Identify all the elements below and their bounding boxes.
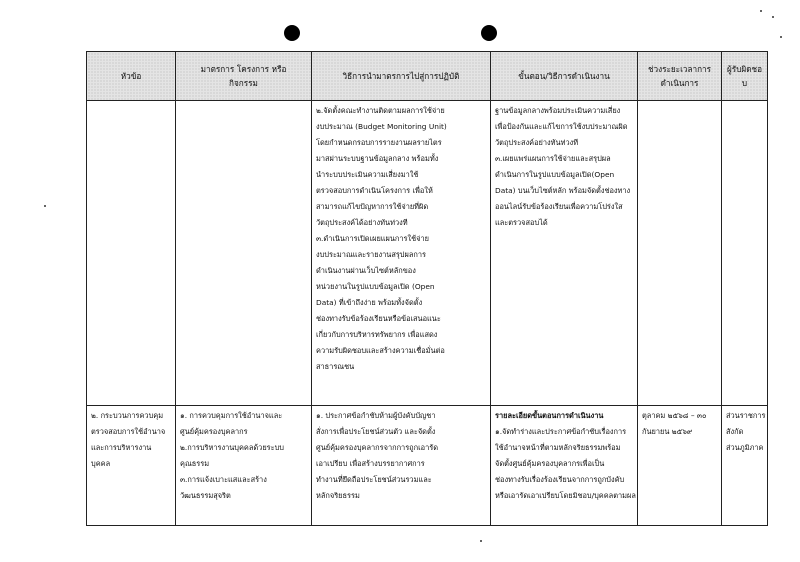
text-line: และตรวจสอบได้ [495, 218, 548, 227]
text-line: หลักจริยธรรม [316, 491, 360, 500]
text-line: ๑.จัดทำร่างและประกาศข้อกำชับเรื่องการ [495, 427, 627, 436]
text-line: งบประมาณและรายงานสรุปผลการ [316, 250, 426, 259]
text-line: มาสผ่านระบบฐานข้อมูลกลาง พร้อมทั้ง [316, 154, 439, 163]
text-line: สาธารณชน [316, 362, 355, 371]
text-line: งบประมาณ (Budget Monitoring Unit) [316, 122, 447, 131]
row2-period-cell [638, 406, 722, 526]
text-line: ดำเนินการในรูปแบบข้อมูลเปิด(Open [495, 170, 615, 179]
row1-method-cell [312, 101, 491, 406]
text-line: เพื่อป้องกันและแก้ไขการใช้งบประมาณผิด [495, 122, 628, 131]
row2-measures-cell [176, 406, 312, 526]
text-line: หน่วยงานในรูปแบบข้อมูลเปิด (Open [316, 282, 435, 291]
table-row [87, 406, 768, 526]
row1-steps-cell [491, 101, 638, 406]
table-row [87, 101, 768, 406]
text-line: ๒.จัดตั้งคณะทำงานติดตามผลการใช้จ่าย [316, 106, 445, 115]
text-line: Data) บนเว็บไซต์หลัก พร้อมจัดตั้งช่องทาง [495, 186, 631, 195]
text-line: สามารถแก้ไขปัญหาการใช้จ่ายที่ผิด [316, 202, 429, 211]
scan-speck [480, 540, 482, 542]
row2-method-cell [312, 406, 491, 526]
header-period: ช่วงระยะเวลาการ ดำเนินการ [638, 52, 722, 101]
text-line: ช่องทางรับเรื่องร้องเรียนจากการถูกบังคับ [495, 475, 625, 484]
text-line: หรือเอารัดเอาเปรียบโดยมิชอบ/บุคคลตามผล [495, 491, 636, 500]
header-responsible: ผู้รับผิดชอบ [722, 52, 768, 101]
punch-hole-left [284, 25, 300, 41]
text-line: ๒. กระบวนการควบคุม [91, 411, 164, 420]
row1-responsible-cell [722, 101, 768, 406]
scan-speck [780, 36, 782, 38]
scan-speck [44, 205, 46, 207]
header-measures: มาตรการ โครงการ หรือ กิจกรรม [176, 52, 312, 101]
text-line: ออนไลน์รับข้อร้องเรียนเพื่อความโปร่งใส [495, 202, 623, 211]
text-line: กันยายน ๒๕๖๙ [642, 427, 693, 436]
text-line: ทำงานที่ยึดถือประโยชน์ส่วนรวมและ [316, 475, 432, 484]
text-line: ศูนย์คุ้มครองบุคลากรจากการถูกเอารัด [316, 443, 438, 452]
text-line: วัตถุประสงค์อย่างทันท่วงที [495, 138, 579, 147]
header-row [87, 52, 768, 101]
plan-table [86, 51, 768, 526]
header-method: วิธีการนำมาตรการไปสู่การปฏิบัติ [312, 52, 491, 101]
text-line: สั่งการเพื่อประโยชน์ส่วนตัว และจัดตั้ง [316, 427, 436, 436]
text-line: ๓.การแจ้งเบาะแสและสร้าง [180, 475, 267, 484]
text-line: โดยกำหนดกรอบการรายงานผลรายไตร [316, 138, 442, 147]
scan-speck [772, 16, 774, 18]
punch-hole-right [481, 25, 497, 41]
text-line: บุคคล [91, 459, 111, 468]
text-line: ส่วนราชการ [726, 411, 766, 420]
text-line: ส่วนภูมิภาค [726, 443, 764, 452]
text-line: ๒.การบริหารงานบุคคลด้วยระบบ [180, 443, 284, 452]
steps-heading: รายละเอียดขั้นตอนการดำเนินงาน [495, 411, 604, 420]
text-line: วัฒนธรรมสุจริต [180, 491, 231, 500]
text-line: ๓.ดำเนินการเปิดเผยแผนการใช้จ่าย [316, 234, 429, 243]
row2-steps-cell [491, 406, 638, 526]
text-line: ๑. ประกาศข้อกำชับห้ามผู้บังคับบัญชา [316, 411, 436, 420]
header-steps: ขั้นตอน/วิธีการดำเนินงาน [491, 52, 638, 101]
header-topic: หัวข้อ [87, 52, 176, 101]
row2-responsible-cell [722, 406, 768, 526]
scan-speck [760, 10, 762, 12]
text-line: วัตถุประสงค์ได้อย่างทันท่วงที [316, 218, 408, 227]
text-line: ตรวจสอบการใช้อำนาจ [91, 427, 166, 436]
text-line: ศูนย์คุ้มครองบุคลากร [180, 427, 248, 436]
text-line: คุณธรรม [180, 459, 210, 468]
text-line: สังกัด [726, 427, 744, 436]
text-line: จัดตั้งศูนย์คุ้มครองบุคลากรเพื่อเป็น [495, 459, 605, 468]
text-line: เอาเปรียบ เพื่อสร้างบรรยากาศการ [316, 459, 425, 468]
text-line: ตรวจสอบการดำเนินโครงการ เพื่อให้ [316, 186, 433, 195]
text-line: ดำเนินงานผ่านเว็บไซต์หลักของ [316, 266, 416, 275]
text-line: และการบริหารงาน [91, 443, 152, 452]
row1-topic-cell [87, 101, 176, 406]
text-line: ความรับผิดชอบและสร้างความเชื่อมั่นต่อ [316, 346, 445, 355]
row2-topic-cell [87, 406, 176, 526]
text-line: ๓.เผยแพร่แผนการใช้จ่ายและสรุปผล [495, 154, 611, 163]
text-line: ตุลาคม ๒๕๖๘ – ๓๐ [642, 411, 707, 420]
text-line: Data) ที่เข้าถึงง่าย พร้อมทั้งจัดตั้ง [316, 298, 423, 307]
row1-measures-cell [176, 101, 312, 406]
text-line: ใช้อำนาจหน้าที่ตามหลักจริยธรรมพร้อม [495, 443, 621, 452]
text-line: เกี่ยวกับการบริหารทรัพยากร เพื่อแสดง [316, 330, 438, 339]
text-line: ช่องทางรับข้อร้องเรียนหรือข้อเสนอแนะ [316, 314, 441, 323]
text-line: นำระบบประเมินความเสี่ยงมาใช้ [316, 170, 419, 179]
text-line: ฐานข้อมูลกลางพร้อมประเมินความเสี่ยง [495, 106, 621, 115]
row1-period-cell [638, 101, 722, 406]
text-line: ๑. การควบคุมการใช้อำนาจและ [180, 411, 283, 420]
